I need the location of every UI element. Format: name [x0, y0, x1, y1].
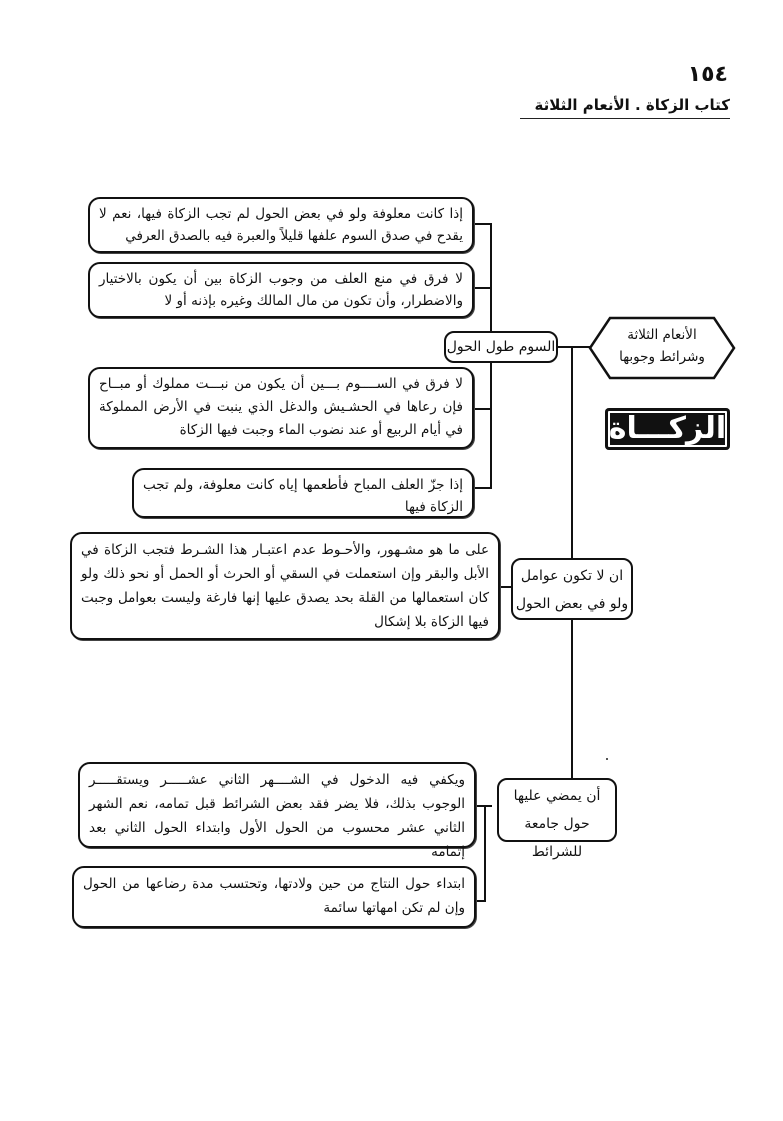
note-box: لا فرق في الســــوم بـــين أن يكون من نبـــت مملوك أو مبــاح فإن رعاها في الحشـيش والدغل الذي ينبت في الأرض المملوكة في أيام الربيع أو عند نضوب الماء وجبت فيها الزكاة [88, 367, 474, 449]
running-header: كتاب الزكاة . الأنعام الثلاثة [534, 96, 730, 114]
header-rule [520, 118, 730, 119]
trunk-to-root-line [558, 346, 590, 348]
note-box: لا فرق في منع العلف من وجوب الزكاة بين أن يكون بالاختيار والاضطرار، وأن تكون من مال المالك وغيره بإذنه أو لا [88, 262, 474, 318]
branch-node-grazing: السوم طول الحول [444, 331, 558, 363]
page-number: ١٥٤ [687, 62, 728, 87]
branch-node-working-animals: ان لا تكون عوامل ولو في بعض الحول [511, 558, 633, 620]
branch1-tick-3 [472, 408, 492, 410]
note-box: إذا جزّ العلف المباح فأطعمها إياه كانت معلوفة، ولم تجب الزكاة فيها [132, 468, 474, 518]
stray-mark [606, 758, 608, 760]
branch3-bracket-line [484, 805, 486, 902]
branch1-tick-2 [472, 287, 492, 289]
note-box: إذا كانت معلوفة ولو في بعض الحول لم تجب الزكاة فيها، نعم لا يقدح في صدق السوم علفها قليلاً والعبرة فيه بالصدق العرفي [88, 197, 474, 253]
root-title-banner: الزكـــاة [605, 408, 730, 450]
root-subject-label: الأنعام الثلاثة وشرائط وجوبها [619, 327, 705, 365]
branch1-tick-4 [472, 487, 492, 489]
branch2-to-note-line [498, 586, 512, 588]
note-box: ابتداء حول النتاج من حين ولادتها، وتحتسب مدة رضاعها من الحول وإن لم تكن امهاتها سائمة [72, 866, 476, 928]
note-box: ويكفي فيه الدخول في الشــــهر الثاني عشـــــر ويستقـــــر الوجوب بذلك، فلا يضر فقد بعض الشرائط قبل تمامه، نعم الشهر الثاني عشر محسوب من الحول الأول وابتداء الحول الثاني بعد إتمامه [78, 762, 476, 848]
branch3-tick-1 [474, 805, 492, 807]
branch1-tick-1 [472, 223, 492, 225]
root-subject-node [588, 316, 736, 380]
branch-node-full-year: أن يمضي عليها حول جامعة للشرائط [497, 778, 617, 842]
note-box: على ما هو مشـهور، والأحـوط عدم اعتبـار هذا الشـرط فتجب الزكاة في الأبل والبقر وإن استعملت في السقي أو الحرث أو الحمل أو نحو ذلك ولو كان استعمالها من القلة بحد يصدق عليها إنها فارغة وليست بعوامل وجبت فيها الزكاة بلا إشكال [70, 532, 500, 640]
